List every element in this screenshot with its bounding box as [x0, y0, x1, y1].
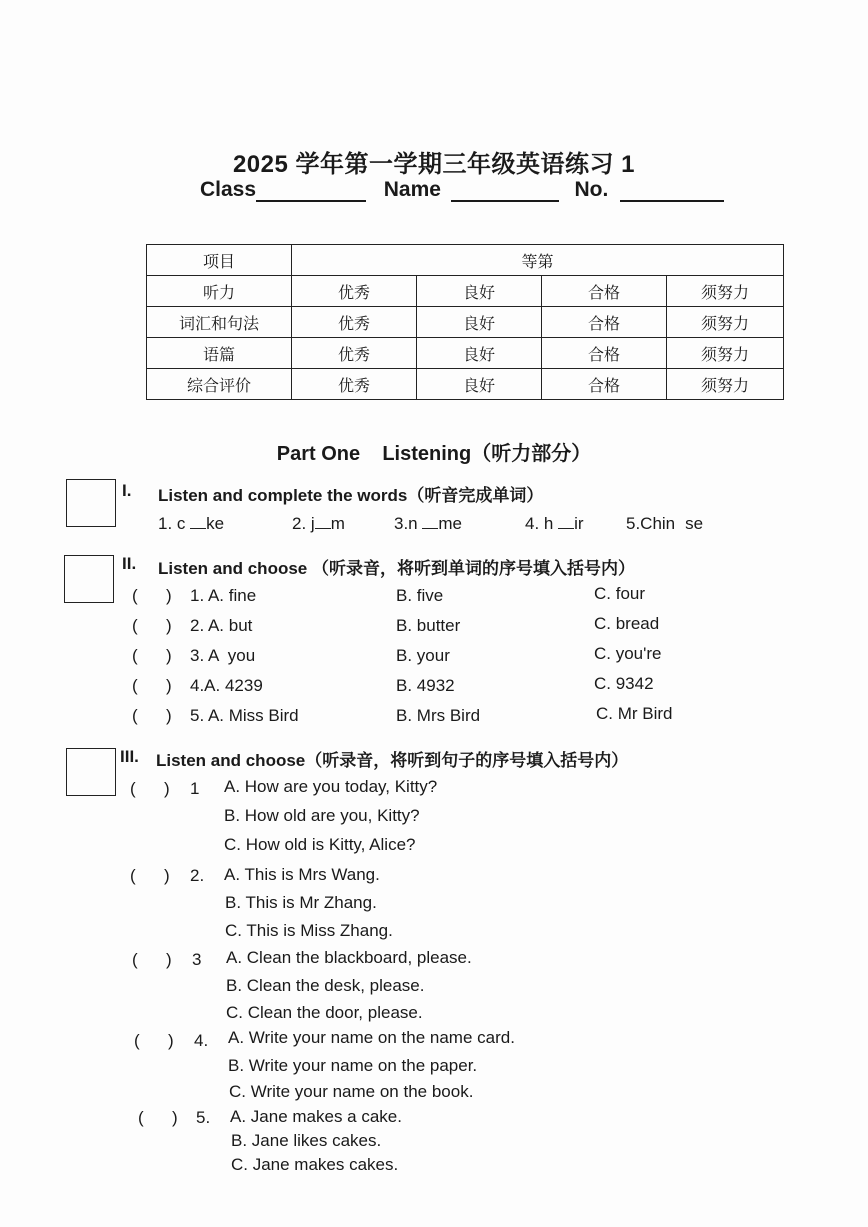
option-a: 1. A. fine — [190, 586, 257, 605]
word-prefix: 2. j — [292, 514, 315, 533]
grade-cell[interactable]: 合格 — [542, 338, 667, 369]
grade-table-header-row — [147, 245, 784, 276]
question-number: 5. — [196, 1108, 211, 1127]
option-b: B. five — [396, 586, 444, 605]
grade-cell[interactable]: 须努力 — [667, 338, 784, 369]
option-b: B. your — [396, 646, 450, 665]
option-b: B. 4932 — [396, 676, 455, 695]
section-3-number: III. — [120, 747, 139, 766]
option-b: B. Write your name on the paper. — [228, 1056, 478, 1075]
word-suffix: ke — [206, 514, 225, 533]
section-2-title: Listen and choose （听录音，将听到单词的序号填入括号内） — [158, 559, 635, 578]
grade-cell[interactable]: 须努力 — [667, 369, 784, 400]
option-b: B. Mrs Bird — [396, 706, 481, 725]
grade-cell[interactable]: 优秀 — [292, 369, 417, 400]
row-item-cell: 综合评价 — [147, 369, 292, 400]
answer-parentheses[interactable]: ( ) — [130, 866, 170, 885]
word-item — [394, 514, 462, 534]
word-item — [158, 514, 224, 534]
option-a: A. How are you today, Kitty? — [224, 777, 438, 796]
option-c: C. four — [594, 584, 646, 603]
word-item — [626, 514, 703, 534]
row-item-cell: 听力 — [147, 276, 292, 307]
grade-cell[interactable]: 须努力 — [667, 307, 784, 338]
grade-cell[interactable]: 优秀 — [292, 338, 417, 369]
word-blank[interactable] — [558, 514, 574, 529]
grade-cell[interactable]: 须努力 — [667, 276, 784, 307]
class-blank[interactable] — [256, 180, 366, 202]
option-a: 2. A. but — [190, 616, 253, 635]
grade-table-row — [147, 276, 784, 307]
question-number: 2. — [190, 866, 205, 885]
grade-cell[interactable]: 良好 — [417, 338, 542, 369]
answer-parentheses[interactable]: ( ) — [132, 706, 172, 725]
word-prefix: 3.n — [394, 514, 418, 533]
option-b: B. This is Mr Zhang. — [225, 893, 377, 912]
grade-cell[interactable]: 良好 — [417, 276, 542, 307]
option-a: A. This is Mrs Wang. — [224, 865, 380, 884]
answer-parentheses[interactable]: ( ) — [132, 950, 172, 969]
grade-cell[interactable]: 良好 — [417, 307, 542, 338]
word-suffix: me — [438, 514, 462, 533]
word-item — [525, 514, 584, 534]
option-c: C. How old is Kitty, Alice? — [224, 835, 416, 854]
option-b: B. How old are you, Kitty? — [224, 806, 420, 825]
answer-parentheses[interactable]: ( ) — [134, 1031, 174, 1050]
word-blank[interactable] — [422, 514, 438, 529]
word-blank[interactable] — [190, 514, 206, 529]
word-suffix: m — [330, 514, 345, 533]
word-suffix: se — [685, 514, 704, 533]
grade-table — [146, 244, 784, 400]
section-3-title: Listen and choose（听录音，将听到句子的序号填入括号内） — [156, 751, 629, 770]
option-c: C. you're — [594, 644, 662, 663]
word-suffix: ir — [574, 514, 584, 533]
word-prefix: 4. h — [525, 514, 554, 533]
option-c: C. Write your name on the book. — [229, 1082, 474, 1101]
student-info-line — [200, 178, 724, 202]
option-a: 3. A you — [190, 646, 256, 665]
grade-cell[interactable]: 良好 — [417, 369, 542, 400]
answer-parentheses[interactable]: ( ) — [132, 676, 172, 695]
page-title: 2025 学年第一学期三年级英语练习 1 — [232, 151, 636, 178]
section-2-score-box[interactable] — [64, 555, 114, 603]
answer-parentheses[interactable]: ( ) — [132, 586, 172, 605]
option-c: C. This is Miss Zhang. — [225, 921, 393, 940]
answer-parentheses[interactable]: ( ) — [132, 616, 172, 635]
grade-table-row — [147, 307, 784, 338]
answer-parentheses[interactable]: ( ) — [130, 779, 170, 798]
grade-table-row — [147, 369, 784, 400]
answer-parentheses[interactable]: ( ) — [132, 646, 172, 665]
option-a: 5. A. Miss Bird — [190, 706, 299, 725]
word-item — [292, 514, 345, 534]
grade-cell[interactable]: 合格 — [542, 307, 667, 338]
question-number: 1 — [190, 779, 200, 798]
section-1-number: I. — [122, 481, 132, 500]
section-1-score-box[interactable] — [66, 479, 116, 527]
grade-cell[interactable]: 合格 — [542, 369, 667, 400]
option-b: B. butter — [396, 616, 461, 635]
grade-cell[interactable]: 合格 — [542, 276, 667, 307]
number-blank[interactable] — [620, 180, 724, 202]
name-blank[interactable] — [451, 180, 559, 202]
question-number: 3 — [192, 950, 202, 969]
word-prefix: 5.Chin — [626, 514, 676, 533]
grade-cell[interactable]: 优秀 — [292, 307, 417, 338]
name-label: Name — [383, 178, 441, 201]
option-c: C. bread — [594, 614, 660, 633]
grade-cell[interactable]: 优秀 — [292, 276, 417, 307]
option-a: A. Jane makes a cake. — [230, 1107, 402, 1126]
option-c: C. Clean the door, please. — [226, 1003, 423, 1022]
number-label: No. — [574, 178, 609, 201]
row-item-cell: 词汇和句法 — [147, 307, 292, 338]
option-b: B. Jane likes cakes. — [231, 1131, 382, 1150]
option-c: C. Mr Bird — [596, 704, 673, 723]
option-b: B. Clean the desk, please. — [226, 976, 425, 995]
row-item-cell: 语篇 — [147, 338, 292, 369]
section-1-title: Listen and complete the words（听音完成单词） — [158, 486, 544, 505]
section-2-number: II. — [122, 554, 137, 573]
option-c: C. 9342 — [594, 674, 654, 693]
grade-table-row — [147, 338, 784, 369]
header-grade-cell: 等第 — [292, 245, 784, 276]
answer-parentheses[interactable]: ( ) — [138, 1108, 178, 1127]
word-prefix: 1. c — [158, 514, 186, 533]
word-blank[interactable] — [315, 514, 331, 529]
header-item-cell: 项目 — [147, 245, 292, 276]
part-one-heading: Part One Listening（听力部分） — [276, 443, 592, 465]
question-number: 4. — [194, 1031, 209, 1050]
option-a: A. Clean the blackboard, please. — [226, 948, 472, 967]
class-label: Class — [200, 178, 257, 201]
option-a: 4.A. 4239 — [190, 676, 263, 695]
option-c: C. Jane makes cakes. — [231, 1155, 399, 1174]
section-3-score-box[interactable] — [66, 748, 116, 796]
option-a: A. Write your name on the name card. — [228, 1028, 515, 1047]
